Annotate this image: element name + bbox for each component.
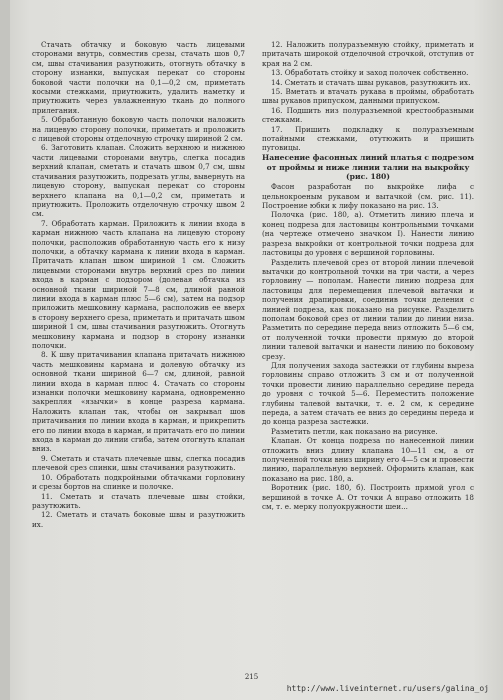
paragraph: 11. Сметать и стачать плечевые швы стойки, разутюжить. [32, 491, 245, 510]
paragraph: 8. К шву притачивания клапана притачать нижнюю часть мешковины кармана и долевую обтачку из основной ткани шириной 6—7 см, длиной, равной линии входа в карман плюс 4. Стачать со стороны изнанки полочки мешковину кармана, одновременно закрепляя «язычки» в конце разреза кармана. Наложить клапан так, чтобы он закрывал шов притачивания по линии входа в карман, и прикрепить его по линии входа в карман, и притачать его по линии входа в карман до линии сгиба, затем отогнуть клапан вниз. [32, 350, 245, 454]
paragraph: Клапан. От конца подреза по нанесенной линии отложить вниз длину клапана 10—11 см, а от полученной точки вниз ширину его 4—5 см и провести линию, параллельную верхней. Оформить клапан, как показано на рис. 180, а. [262, 436, 474, 483]
paragraph: Для получения захода застежки от глубины выреза горловины справо отложить 3 см и от полученной точки провести линию параллельно середине переда до уровня с точкой 5—6. Переместить положение глубины талевой вытачки, т. е. 2 см, к середине переда, а затем стачать ее вниз до середины переда и до конца разреза застежки. [262, 360, 474, 427]
source-url: http://www.liveinternet.ru/users/galina_oj [286, 684, 489, 693]
paragraph: 16. Подшить низ полуразъемной крестообразными стежками. [262, 105, 474, 125]
paragraph: 10. Обработать подкройными обтачками горловину и срезы бортов на спинке и полочке. [32, 472, 245, 492]
paragraph: 9. Сметать и стачать плечевые швы, слегка посадив плечевой срез спинки, швы стачивания разутюжить. [32, 453, 245, 473]
section-heading: Нанесение фасонных линий платья с подрезом от проймы и ниже линии талии на выкройку (рис. 180) [262, 152, 474, 182]
paragraph: 12. Сметать и стачать боковые швы и разутюжить их. [32, 510, 245, 529]
paragraph: 7. Обработать карман. Приложить к линии входа в карман нижнюю часть клапана на лицевую сторону полочки, расположив обработанную часть его к низу полочки, а обтачку кармана к линии входа в карман. Притачать клапан швом шириной 1 см. Сложить лицевыми сторонами внутрь верхний срез по линии входа в карман с подзором (долевая обтачка из основной ткани шириной 7—8 см, длиной равной линии входа в карман плюс 5—6 см), затем на подзор приложить мешковину кармана, расположив ее вверх в сторону верхнего среза, приметать и притачать швом шириной 1 см, швы стачивания разутюжить. Отогнуть мешковину кармана и подзор в сторону изнанки полочки. [32, 218, 245, 350]
paragraph: Разметить петли, как показано на рисунке. [271, 426, 438, 436]
left-column [32, 40, 245, 529]
page-number: 215 [244, 673, 259, 681]
paragraph: 5. Обработанную боковую часть полочки наложить на лицевую сторону полочки, приметать и проложить с лицевой стороны отделочную строчку шириной 2 см. [32, 115, 245, 144]
paragraph: 12. Наложить полуразъемную стойку, приметать и притачать широкой отделочной строчкой, отступив от края на 2 см. [262, 40, 474, 68]
paragraph: 17. Пришить подкладку к полуразъемным потайными стежками, отутюжить и пришить пуговицы. [262, 124, 474, 153]
paragraph: 14. Сметать и стачать швы рукавов, разутюжить их. [271, 77, 471, 87]
paragraph: Воротник (рис. 180, б). Построить прямой угол с вершиной в точке А. От точки А вправо отложить 18 см, т. е. мерку полуокружности шеи... [262, 483, 474, 512]
paragraph: 6. Заготовить клапан. Сложить верхнюю и нижнюю части лицевыми сторонами внутрь, слегка посадив верхний клапан, сметать и стачать швом 0,7 см, швы стачивания разутюжить, подрезать углы, вывернуть на лицевую сторону, выпуская перекат со стороны верхнего клапана на 0,1—0,2 см, приметать и приутюжить. Проложить отделочную строчку швом 2 см. [32, 143, 245, 219]
paragraph: Фасон разработан по выкройке лифа с цельнокроеным рукавом и вытачкой (см. рис. 11). Построение юбки к лифу показано на рис. 13. [262, 182, 474, 211]
paragraph: Полочка (рис. 180, а). Отметить линию плеча и конец подреза для ластовицы контрольными точками (на чертеже отмечено значком I). Нанести линию разреза выкройки от контрольной точки подреза для ластовицы до уровня с вершиной горловины. [262, 210, 474, 258]
paragraph: 13. Обработать стойку и заход полочек собственно. [271, 68, 469, 78]
paragraph: Стачать обтачку и боковую часть лицевыми сторонами внутрь, совместив срезы, стачать шов 0,7 см, швы стачивания разутюжить, отогнуть обтачку в сторону изнанки, выпуская перекат со стороны боковой части полочки на 0,1—0,2 см, приметать косыми стежками, приутюжить, удалить наметку и приутюжить через увлажненную ткань до полного прилегания. [32, 40, 245, 115]
paragraph: Разделить плечевой срез от второй линии плечевой вытачки до контрольной точки на три части, а через горловину — пополам. Нанести линию подреза для ластовицы для перемещения плечевой вытачки и получения драпировки, соединив точки деления с линией подреза, как показано на рисунке. Разделить пополам боковой срез от линии талии до линии низа. Разметить по середине переда вниз отложить 5—6 см, от полученной точки провести прямую до второй линии талевой вытачки и нанести линию по боковому срезу. [262, 257, 474, 361]
right-column [262, 40, 474, 511]
page-edge [0, 0, 10, 700]
paragraph: 15. Вметать и втачать рукава в проймы, обработать швы рукавов припуском, данными припуском. [262, 87, 474, 106]
